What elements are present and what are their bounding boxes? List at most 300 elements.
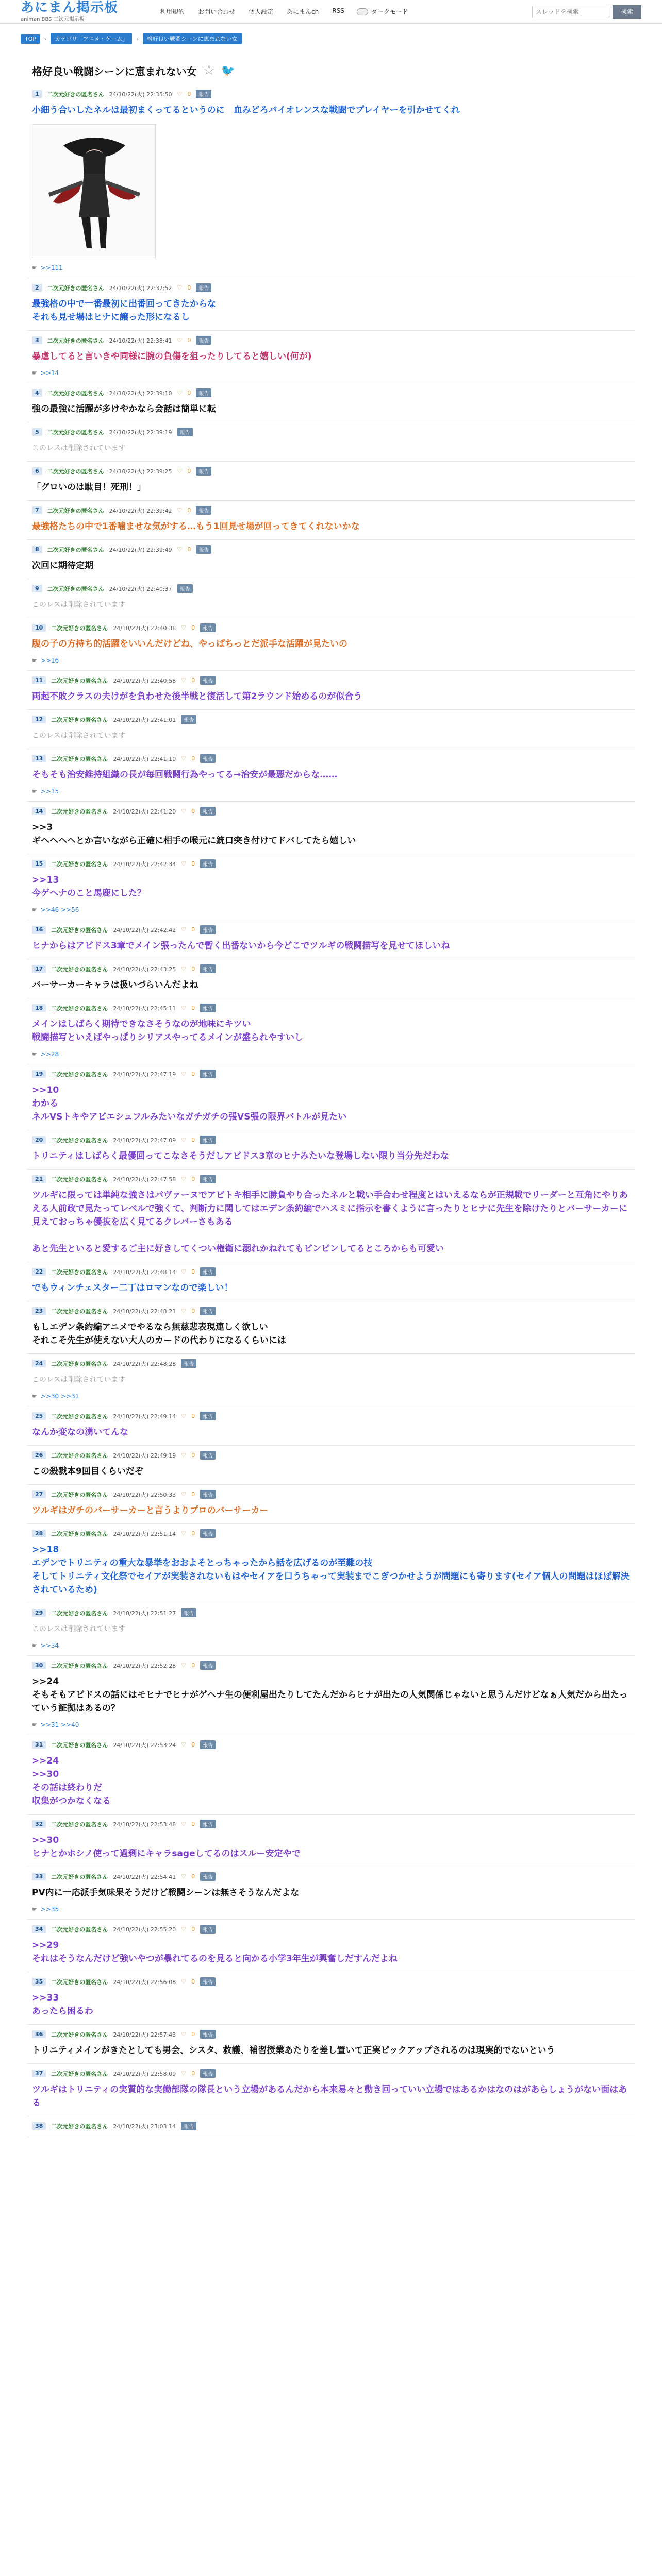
like-count: 0 (191, 965, 195, 972)
post-date: 24/10/22(火) 22:47:09 (113, 1137, 176, 1144)
post-meta (32, 1004, 630, 1012)
post (27, 2116, 635, 2137)
post-date: 24/10/22(火) 22:35:50 (109, 91, 172, 98)
favorite-star-icon[interactable]: ☆ (203, 63, 215, 78)
report-icon[interactable]: 報告 (200, 1136, 216, 1144)
reply-anchor-link[interactable]: >>28 (40, 1050, 59, 1058)
post (27, 1064, 635, 1130)
post-date: 24/10/22(火) 22:38:41 (109, 337, 172, 344)
post-body: PV内に一応派手気味果そうだけど戦闘シーンは無さそうなんだよな (32, 1888, 300, 1898)
like-icon[interactable]: ♡ (181, 1137, 187, 1143)
post-date: 24/10/22(火) 22:41:10 (113, 755, 176, 762)
post-meta (32, 1070, 630, 1078)
post-body: メインはしばらく期待できなさそうなのが地味にキツい 戦闘描写といえばやっぱりシリアスやってるメインが盛られやすいし (32, 1019, 303, 1043)
post-number[interactable]: 26 (32, 1451, 46, 1459)
report-icon[interactable]: 報告 (196, 388, 211, 397)
toggle-switch-icon[interactable] (357, 8, 368, 15)
report-icon[interactable]: 報告 (200, 1529, 216, 1538)
post-body: トリニティはしばらく最優回ってこなさそうだしアビドス3章のヒナみたいな登場しない限り当分先だわな (32, 1151, 449, 1161)
post-body: でもウィンチェスター二丁はロマンなので楽しい！ (32, 1283, 233, 1293)
search-button[interactable]: 検索 (613, 5, 641, 19)
like-icon[interactable]: ♡ (181, 1491, 187, 1498)
like-icon[interactable]: ♡ (181, 1005, 187, 1011)
like-icon[interactable]: ♡ (177, 468, 183, 474)
post-number[interactable]: 2 (32, 284, 42, 292)
breadcrumb-category[interactable]: カテゴリ「アニメ・ゲーム」 (51, 33, 132, 44)
like-count: 0 (191, 1530, 195, 1537)
reply-anchor-link[interactable]: >>46 >>56 (40, 906, 79, 913)
post (27, 278, 635, 331)
post-number[interactable]: 33 (32, 1873, 46, 1880)
post-body: >>10 わかる ネルVSトキやアビエシュフルみたいなガチガチの張VS張の限界バトルが見たい (32, 1085, 347, 1122)
like-count: 0 (187, 389, 191, 396)
poster-name: 二次元好きの匿名さん (47, 284, 104, 292)
like-count: 0 (191, 1978, 195, 1985)
twitter-share-icon[interactable]: 🐦 (221, 64, 236, 77)
post-meta (32, 925, 630, 934)
like-count: 0 (187, 468, 191, 474)
reply-anchor-link[interactable]: >>31 >>40 (40, 1721, 79, 1728)
nav-settings[interactable]: 個人設定 (249, 8, 274, 15)
pointer-hand-icon: ☛ (32, 264, 38, 272)
post (27, 579, 635, 618)
dark-mode-toggle[interactable] (357, 7, 408, 16)
post-body: なんか変なの湧いてんな (32, 1427, 128, 1437)
post-date: 24/10/22(火) 22:48:28 (113, 1360, 176, 1367)
like-icon[interactable]: ♡ (181, 2031, 187, 2038)
report-icon[interactable]: 報告 (200, 1740, 216, 1749)
post-date: 24/10/22(火) 22:51:27 (113, 1609, 176, 1617)
report-icon[interactable]: 報告 (200, 1267, 216, 1276)
post-body: >>24 そもそもアビドスの話にはモヒナでヒナがゲヘナ生の便利屋出たりしてたんだからヒナが出たの人気関係じゃないと思うんだけどなぁ人気だから出たっていう証拠はあるの？ (32, 1676, 628, 1714)
nav-terms[interactable]: 利用規約 (160, 8, 185, 15)
reply-anchor-link[interactable]: >>35 (40, 1906, 59, 1913)
post-meta (32, 1977, 630, 1986)
post-meta (32, 623, 630, 632)
like-count: 0 (191, 1137, 195, 1143)
pointer-hand-icon: ☛ (32, 906, 38, 913)
nav-contact[interactable]: お問い合わせ (198, 8, 236, 15)
like-count: 0 (191, 926, 195, 933)
post-date: 24/10/22(火) 22:49:19 (113, 1452, 176, 1459)
post-number[interactable]: 32 (32, 1820, 46, 1828)
poster-name: 二次元好きの匿名さん (51, 716, 108, 723)
post-number[interactable]: 22 (32, 1268, 46, 1276)
like-count: 0 (191, 1662, 195, 1669)
post-meta (32, 90, 630, 98)
report-icon[interactable]: 報告 (181, 1359, 196, 1368)
post-number[interactable]: 12 (32, 716, 46, 723)
reply-anchor-link[interactable]: >>34 (40, 1642, 59, 1649)
like-icon[interactable]: ♡ (181, 808, 187, 815)
post-meta (32, 1359, 630, 1368)
like-count: 0 (191, 1071, 195, 1077)
post-meta (32, 467, 630, 476)
report-icon[interactable]: 報告 (200, 1412, 216, 1420)
post-meta (32, 2030, 630, 2039)
report-icon[interactable]: 報告 (200, 1490, 216, 1499)
report-icon[interactable]: 報告 (200, 964, 216, 973)
post-number[interactable]: 17 (32, 965, 46, 973)
post-number[interactable]: 37 (32, 2070, 46, 2077)
like-icon[interactable]: ♡ (177, 91, 183, 97)
post (27, 1815, 635, 1867)
poster-name: 二次元好きの匿名さん (51, 1741, 108, 1749)
like-count: 0 (191, 1268, 195, 1275)
like-icon[interactable]: ♡ (181, 624, 187, 631)
pointer-hand-icon: ☛ (32, 657, 38, 664)
post-date: 24/10/22(火) 22:40:58 (113, 677, 176, 684)
like-icon[interactable]: ♡ (181, 1452, 187, 1459)
like-icon[interactable]: ♡ (177, 337, 183, 344)
poster-name: 二次元好きの匿名さん (51, 1821, 108, 1828)
post-date: 24/10/22(火) 22:58:09 (113, 2070, 176, 2077)
post-body: このレスは削除されています (32, 1376, 126, 1384)
post-number[interactable]: 30 (32, 1662, 46, 1669)
report-icon[interactable]: 報告 (200, 807, 216, 816)
poster-name: 二次元好きの匿名さん (47, 389, 104, 397)
post-meta (32, 1529, 630, 1538)
poster-name: 二次元好きの匿名さん (47, 546, 104, 553)
report-icon[interactable]: 報告 (200, 1004, 216, 1012)
post-number[interactable]: 13 (32, 755, 46, 762)
report-icon[interactable]: 報告 (200, 1070, 216, 1078)
post-number[interactable]: 34 (32, 1925, 46, 1933)
post-date: 24/10/22(火) 22:37:52 (109, 284, 172, 292)
report-icon[interactable]: 報告 (200, 1925, 216, 1934)
reply-anchor-link[interactable]: >>16 (40, 657, 59, 664)
post-date: 24/10/22(火) 22:40:38 (113, 624, 176, 632)
poster-name: 二次元好きの匿名さん (51, 1662, 108, 1669)
pointer-hand-icon: ☛ (32, 1050, 38, 1058)
post-body: 「グロいのは駄目！死刑！」 (32, 482, 146, 493)
report-icon[interactable]: 報告 (196, 90, 211, 98)
report-icon[interactable]: 報告 (200, 2030, 216, 2039)
post-date: 24/10/22(火) 22:57:43 (113, 2031, 176, 2038)
post-date: 24/10/22(火) 22:51:14 (113, 1530, 176, 1537)
poster-name: 二次元好きの匿名さん (51, 1137, 108, 1144)
poster-name: 二次元好きの匿名さん (51, 1005, 108, 1012)
like-icon[interactable]: ♡ (181, 926, 187, 933)
post-number[interactable]: 9 (32, 585, 42, 592)
post-body: トリニティメインがきたとしても男会、シスタ、救護、補習授業あたりを差し置いて正実ピックアップされるのは現実的でないという (32, 2045, 555, 2056)
poster-name: 二次元好きの匿名さん (51, 677, 108, 684)
like-icon[interactable]: ♡ (181, 1662, 187, 1669)
like-icon[interactable]: ♡ (181, 1926, 187, 1933)
post-body: >>33 あったら困るわ (32, 1993, 93, 2016)
poster-name: 二次元好きの匿名さん (47, 429, 104, 436)
post-meta (32, 754, 630, 763)
reply-anchor-link[interactable]: >>111 (40, 264, 63, 272)
post-date: 24/10/22(火) 22:56:08 (113, 1978, 176, 1986)
like-icon[interactable]: ♡ (181, 2070, 187, 2077)
like-count: 0 (191, 1491, 195, 1498)
like-count: 0 (191, 1926, 195, 1933)
post-number[interactable]: 29 (32, 1609, 46, 1617)
reply-anchor-link[interactable]: >>15 (40, 788, 59, 795)
post-number[interactable]: 23 (32, 1307, 46, 1315)
post-date: 24/10/22(火) 22:55:20 (113, 1926, 176, 1933)
post (27, 618, 635, 671)
report-icon[interactable]: 報告 (200, 1820, 216, 1828)
like-count: 0 (191, 1741, 195, 1748)
reply-links (32, 657, 630, 664)
like-icon[interactable]: ♡ (181, 1071, 187, 1077)
post-meta (32, 964, 630, 973)
like-count: 0 (191, 1176, 195, 1182)
like-count: 0 (191, 860, 195, 867)
post-body: >>3 ギヘヘヘヘとか言いながら正確に相手の喉元に銃口突き付けてドバしてたら嬉しい (32, 822, 356, 846)
post-number[interactable]: 38 (32, 2122, 46, 2130)
report-icon[interactable]: 報告 (196, 336, 211, 345)
post-number[interactable]: 28 (32, 1530, 46, 1537)
post (27, 998, 635, 1064)
post-body: 次回に期待定期 (32, 561, 93, 571)
report-icon[interactable]: 報告 (177, 584, 193, 593)
like-icon[interactable]: ♡ (181, 1978, 187, 1985)
post-number[interactable]: 24 (32, 1360, 46, 1367)
post-body: >>30 ヒナとかホシノ使って過剰にキャラsageしてるのはスルー安定やで (32, 1835, 301, 1859)
post (27, 1972, 635, 2025)
post-meta (32, 2069, 630, 2078)
post-number[interactable]: 8 (32, 546, 42, 553)
report-icon[interactable]: 報告 (196, 545, 211, 554)
post (27, 1301, 635, 1354)
like-icon[interactable]: ♡ (181, 1873, 187, 1880)
post-meta (32, 859, 630, 868)
like-count: 0 (191, 1821, 195, 1827)
post-number[interactable]: 6 (32, 467, 42, 475)
poster-name: 二次元好きの匿名さん (51, 1360, 108, 1367)
post-meta (32, 428, 630, 436)
post-body: そもそも治安維持組織の長が毎回戦闘行為やってる→治安が最悪だからな…… (32, 770, 338, 780)
post (27, 854, 635, 920)
like-icon[interactable]: ♡ (177, 284, 183, 291)
report-icon[interactable]: 報告 (200, 676, 216, 685)
poster-name: 二次元好きの匿名さん (51, 2070, 108, 2077)
search-input[interactable] (532, 6, 609, 18)
post (27, 920, 635, 959)
post-number[interactable]: 31 (32, 1741, 46, 1749)
post-body: 両起不敗クラスの夫けがを負わせた後半戦と復活して第2ラウンド始めるのが似合う (32, 691, 362, 702)
like-count: 0 (191, 2031, 195, 2038)
post-date: 24/10/22(火) 22:39:49 (109, 546, 172, 553)
poster-name: 二次元好きの匿名さん (51, 1452, 108, 1459)
post-body: 強の最強に活躍が多けやかなら会話は簡単に転 (32, 404, 216, 414)
thread-title-row (32, 63, 635, 78)
like-icon[interactable]: ♡ (181, 755, 187, 762)
post-meta (32, 676, 630, 685)
post-number[interactable]: 27 (32, 1490, 46, 1498)
like-icon[interactable]: ♡ (181, 1308, 187, 1314)
report-icon[interactable]: 報告 (196, 467, 211, 476)
logo-text[interactable]: あにまん掲示板 (21, 0, 119, 15)
like-icon[interactable]: ♡ (181, 965, 187, 972)
post (27, 331, 635, 383)
breadcrumb-thread[interactable]: 格好良い戦闘シーンに恵まれない女 (143, 33, 242, 44)
poster-name: 二次元好きの匿名さん (51, 1873, 108, 1880)
post-meta (32, 1661, 630, 1670)
report-icon[interactable]: 報告 (200, 1661, 216, 1670)
like-count: 0 (191, 1005, 195, 1011)
reply-links (32, 1050, 630, 1058)
post-date: 24/10/22(火) 22:53:24 (113, 1741, 176, 1749)
report-icon[interactable]: 報告 (181, 1608, 196, 1617)
like-count: 0 (187, 284, 191, 291)
like-icon[interactable]: ♡ (177, 546, 183, 553)
report-icon[interactable]: 報告 (200, 754, 216, 763)
post-number[interactable]: 36 (32, 2030, 46, 2038)
post-body: このレスは削除されています (32, 1625, 126, 1633)
like-icon[interactable]: ♡ (181, 1268, 187, 1275)
post (27, 1735, 635, 1815)
post-meta (32, 1608, 630, 1617)
post (27, 749, 635, 802)
pointer-hand-icon: ☛ (32, 1642, 38, 1649)
post-date: 24/10/22(火) 22:45:11 (113, 1005, 176, 1012)
report-icon[interactable]: 報告 (181, 715, 196, 724)
like-icon[interactable]: ♡ (177, 507, 183, 514)
post-meta (32, 807, 630, 816)
post-number[interactable]: 18 (32, 1004, 46, 1012)
post-body: >>24 >>30 その話は終わりだ 収集がつかなくなる (32, 1756, 111, 1806)
report-icon[interactable]: 報告 (200, 1175, 216, 1183)
post-number[interactable]: 16 (32, 926, 46, 934)
post (27, 1446, 635, 1485)
poster-name: 二次元好きの匿名さん (47, 468, 104, 475)
poster-name: 二次元好きの匿名さん (47, 337, 104, 344)
poster-name: 二次元好きの匿名さん (51, 2031, 108, 2038)
post (27, 2025, 635, 2064)
reply-links (32, 1393, 630, 1400)
report-icon[interactable]: 報告 (196, 283, 211, 292)
like-icon[interactable]: ♡ (181, 1176, 187, 1182)
post-number[interactable]: 20 (32, 1136, 46, 1144)
report-icon[interactable]: 報告 (200, 859, 216, 868)
dark-mode-label: ダークモード (371, 8, 408, 15)
post (27, 1354, 635, 1406)
post-date: 24/10/22(火) 22:41:01 (113, 716, 176, 723)
post (27, 2064, 635, 2116)
like-icon[interactable]: ♡ (181, 1741, 187, 1748)
post-meta (32, 1451, 630, 1460)
post-date: 24/10/22(火) 22:47:58 (113, 1176, 176, 1183)
like-count: 0 (191, 808, 195, 815)
post (27, 501, 635, 540)
post (27, 84, 635, 278)
post-body: 腹の子の方持ち的活躍をいいんだけどね、やっぱちっとだ派手な活躍が見たいの (32, 639, 347, 649)
report-icon[interactable]: 報告 (181, 2122, 196, 2130)
poster-name: 二次元好きの匿名さん (51, 860, 108, 868)
post-date: 24/10/22(火) 22:41:20 (113, 808, 176, 815)
poster-name: 二次元好きの匿名さん (51, 755, 108, 762)
nav-rss[interactable]: RSS (332, 7, 344, 14)
post-number[interactable]: 5 (32, 428, 42, 436)
like-icon[interactable]: ♡ (181, 1821, 187, 1827)
post-number[interactable]: 21 (32, 1175, 46, 1183)
like-icon[interactable]: ♡ (181, 860, 187, 867)
post (27, 959, 635, 998)
breadcrumb-top[interactable]: TOP (21, 34, 40, 44)
poster-name: 二次元好きの匿名さん (51, 965, 108, 973)
post-number[interactable]: 7 (32, 506, 42, 514)
post-meta (32, 1267, 630, 1276)
like-count: 0 (191, 2070, 195, 2077)
post-number[interactable]: 19 (32, 1070, 46, 1078)
poster-name: 二次元好きの匿名さん (51, 808, 108, 815)
post-body: 最強格たちの中で1番噛ませな気がする…もう1回見せ場が回ってきてくれないかな (32, 521, 360, 532)
breadcrumb (0, 24, 662, 49)
post-image[interactable] (32, 124, 156, 258)
post-body: もしエデン条約編アニメでやるなら無慈悲表現連しく欲しい それこそ先生が使えない大人のカードの代わりになるくらいには (32, 1322, 286, 1346)
post-body: このレスは削除されています (32, 732, 126, 740)
reply-links (32, 1642, 630, 1649)
like-count: 0 (191, 1413, 195, 1419)
poster-name: 二次元好きの匿名さん (51, 1491, 108, 1498)
post-body: このレスは削除されています (32, 444, 126, 452)
like-count: 0 (191, 624, 195, 631)
like-icon[interactable]: ♡ (181, 1413, 187, 1419)
post (27, 1524, 635, 1603)
post-date: 24/10/22(火) 22:50:33 (113, 1491, 176, 1498)
post-date: 24/10/22(火) 22:43:25 (113, 965, 176, 973)
post (27, 383, 635, 422)
post-meta (32, 545, 630, 554)
post-body: ヒナからはアビドス3章でメイン張ったんで暫く出番ないから今どこでツルギの戦闘描写を見せてほしいね (32, 941, 450, 951)
like-icon[interactable]: ♡ (177, 389, 183, 396)
reply-anchor-link[interactable]: >>30 >>31 (40, 1393, 79, 1400)
post-number[interactable]: 35 (32, 1978, 46, 1986)
post-list (27, 84, 635, 2137)
like-count: 0 (187, 91, 191, 97)
post-date: 24/10/22(火) 22:52:28 (113, 1662, 176, 1669)
post-number[interactable]: 11 (32, 676, 46, 684)
logo-subtitle: animan BBS 二次元掲示板 (21, 16, 85, 22)
like-icon[interactable]: ♡ (181, 1530, 187, 1537)
logo[interactable] (21, 1, 155, 22)
nav-animanch[interactable]: あにまんch (287, 8, 319, 15)
post-number[interactable]: 4 (32, 389, 42, 397)
poster-name: 二次元好きの匿名さん (51, 1413, 108, 1420)
report-icon[interactable]: 報告 (200, 1977, 216, 1986)
post-number[interactable]: 14 (32, 807, 46, 815)
post-number[interactable]: 3 (32, 336, 42, 344)
report-icon[interactable]: 報告 (200, 623, 216, 632)
reply-anchor-link[interactable]: >>14 (40, 369, 59, 377)
like-count: 0 (191, 677, 195, 684)
site-header (0, 0, 662, 24)
thread-page (27, 63, 635, 2137)
post-number[interactable]: 10 (32, 624, 46, 632)
post-date: 24/10/22(火) 22:54:41 (113, 1873, 176, 1880)
post-number[interactable]: 15 (32, 860, 46, 868)
like-count: 0 (187, 507, 191, 514)
post-date: 24/10/22(火) 22:53:48 (113, 1821, 176, 1828)
report-icon[interactable]: 報告 (200, 1872, 216, 1881)
report-icon[interactable]: 報告 (200, 925, 216, 934)
report-icon[interactable]: 報告 (177, 428, 193, 436)
search-area (532, 5, 641, 19)
post-meta (32, 506, 630, 515)
report-icon[interactable]: 報告 (200, 1307, 216, 1315)
like-icon[interactable]: ♡ (181, 677, 187, 684)
post-number[interactable]: 1 (32, 90, 42, 98)
report-icon[interactable]: 報告 (200, 1451, 216, 1460)
post-number[interactable]: 25 (32, 1412, 46, 1420)
post (27, 1485, 635, 1524)
report-icon[interactable]: 報告 (200, 2069, 216, 2078)
report-icon[interactable]: 報告 (196, 506, 211, 515)
